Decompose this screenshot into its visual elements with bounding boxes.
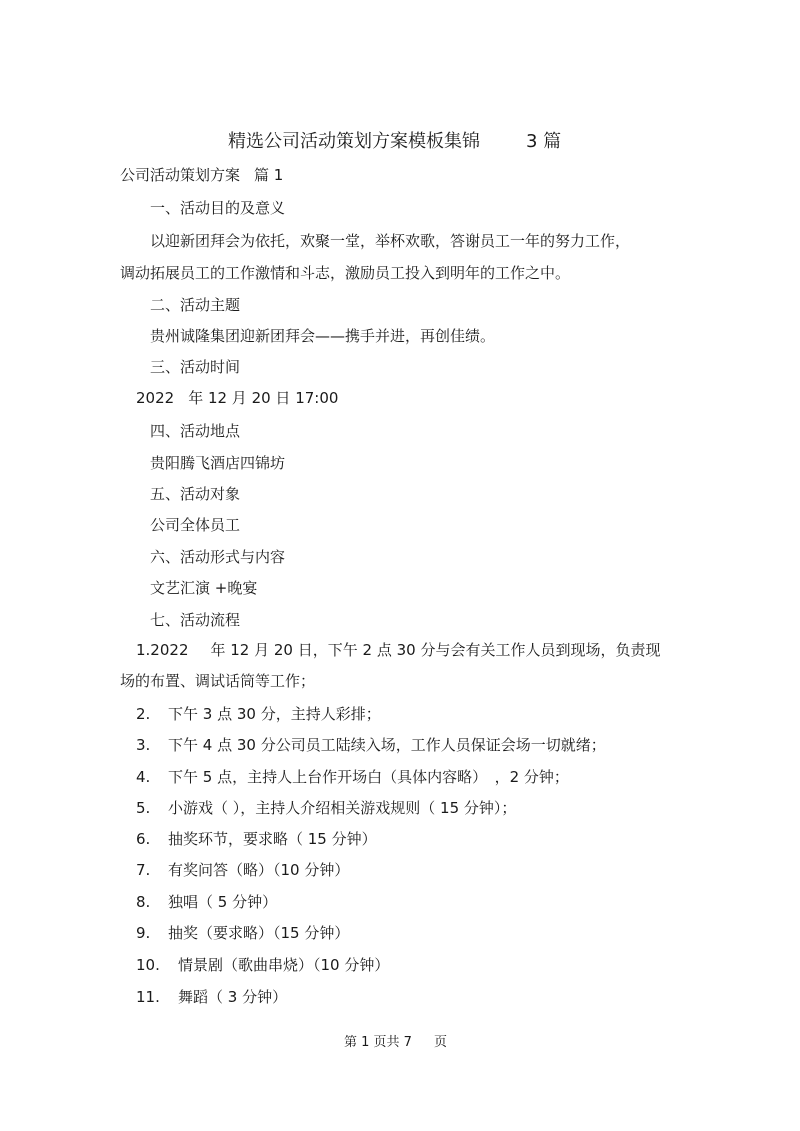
flow-step-6 [136, 829, 377, 849]
footer-page-count: 第 1 页共 7 [344, 1035, 412, 1050]
title-main: 精选公司活动策划方案模板集锦 [228, 131, 480, 152]
flow-step-9 [136, 923, 349, 943]
flow-step-5 [136, 798, 516, 818]
flow-step-1-number: 1.2022 [136, 641, 189, 659]
flow-step-number: 5. [136, 799, 151, 817]
flow-step-number: 8. [136, 893, 151, 911]
flow-step-3 [136, 735, 606, 755]
section-body-4: 贵阳腾飞酒店四锦坊 [150, 454, 286, 472]
subtitle-suffix: 篇 1 [254, 166, 284, 184]
flow-step-number: 11. [136, 988, 160, 1006]
section-heading-2: 二、活动主题 [150, 296, 241, 314]
flow-step-1-text: 年 12 月 20 日，下午 2 点 30 分与会有关工作人员到现场，负责现 [210, 641, 661, 659]
flow-step-7 [136, 860, 349, 880]
flow-step-1-continued: 场的布置、调试话筒等工作； [120, 672, 316, 690]
event-datetime: 年 12 月 20 日 17:00 [188, 389, 339, 407]
flow-step-number: 2. [136, 705, 151, 723]
document-title [228, 130, 561, 154]
footer-page-suffix: 页 [433, 1035, 447, 1050]
flow-step-11 [136, 987, 287, 1007]
flow-step-1 [136, 640, 660, 660]
flow-step-text: 下午 3 点 30 分，主持人彩排； [168, 705, 381, 723]
flow-step-text: 抽奖环节，要求略（ 15 分钟） [168, 830, 377, 848]
flow-step-number: 10. [136, 956, 160, 974]
flow-step-number: 7. [136, 861, 151, 879]
section-heading-3: 三、活动时间 [150, 358, 241, 376]
flow-step-number: 9. [136, 924, 151, 942]
section-heading-1: 一、活动目的及意义 [150, 199, 286, 217]
section-body-3 [136, 388, 338, 408]
flow-step-10 [136, 955, 389, 975]
flow-step-2 [136, 704, 381, 724]
section-heading-5: 五、活动对象 [150, 485, 241, 503]
flow-step-number: 6. [136, 830, 151, 848]
flow-step-text: 下午 4 点 30 分公司员工陆续入场，工作人员保证会场一切就绪； [168, 736, 606, 754]
event-year: 2022 [136, 389, 175, 407]
section-body-6: 文艺汇演 +晚宴 [150, 579, 258, 597]
page-footer [344, 1034, 447, 1052]
flow-step-text: 情景剧（歌曲串烧）（10 分钟） [178, 956, 390, 974]
title-suffix: 3 篇 [526, 131, 562, 152]
flow-step-text: 小游戏（ ），主持人介绍相关游戏规则（ 15 分钟）； [168, 799, 517, 817]
flow-step-number: 4. [136, 768, 151, 786]
section-body-5: 公司全体员工 [150, 516, 241, 534]
section-body-1-line-2: 调动拓展员工的工作激情和斗志，激励员工投入到明年的工作之中。 [120, 264, 571, 282]
section-heading-6: 六、活动形式与内容 [150, 548, 286, 566]
flow-step-text: 下午 5 点，主持人上台作开场白（具体内容略） ，2 分钟； [168, 768, 569, 786]
flow-step-text: 有奖问答（略）（10 分钟） [168, 861, 350, 879]
flow-step-4 [136, 767, 569, 787]
document-subtitle [120, 165, 283, 185]
flow-step-text: 舞蹈（ 3 分钟） [178, 988, 288, 1006]
section-heading-4: 四、活动地点 [150, 422, 241, 440]
subtitle-main: 公司活动策划方案 [120, 166, 241, 184]
section-body-2: 贵州诚隆集团迎新团拜会——携手并进，再创佳绩。 [150, 327, 496, 345]
flow-step-text: 独唱（ 5 分钟） [168, 893, 278, 911]
flow-step-number: 3. [136, 736, 151, 754]
section-body-1-line-1: 以迎新团拜会为依托，欢聚一堂，举杯欢歌，答谢员工一年的努力工作， [150, 232, 631, 250]
flow-step-text: 抽奖（要求略）（15 分钟） [168, 924, 350, 942]
flow-step-8 [136, 892, 277, 912]
section-heading-7: 七、活动流程 [150, 611, 241, 629]
